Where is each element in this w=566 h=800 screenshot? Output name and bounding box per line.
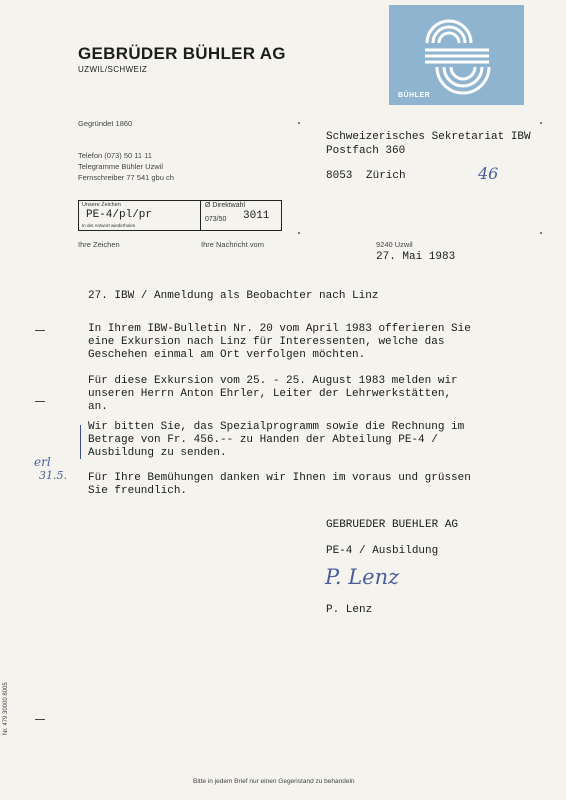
handwritten-signature: P. Lenz xyxy=(325,565,400,589)
our-reference-note: In der Antwort wiederholen xyxy=(82,223,136,228)
fold-mark xyxy=(35,401,45,402)
body-p1-line-1: In Ihrem IBW-Bulletin Nr. 20 vom April 1983 offerieren Sie xyxy=(88,323,471,335)
corner-dot xyxy=(540,122,542,124)
body-p4-line-1: Für Ihre Bemühungen danken wir Ihnen im voraus und grüssen xyxy=(88,472,471,484)
reference-box-divider xyxy=(200,200,201,231)
telegram-address: Telegramme Bühler Uzwil xyxy=(78,162,164,171)
direct-dial-prefix: 073/50 xyxy=(205,216,227,223)
company-location: UZWIL/SCHWEIZ xyxy=(78,65,148,74)
body-p2-line-2: unseren Herrn Anton Ehrler, Leiter der Lehrwerkstätten, xyxy=(88,388,452,400)
margin-bracket xyxy=(80,425,81,459)
founded-note: Gegründet 1860 xyxy=(78,119,133,128)
direct-dial-label: Ø Direktwahl xyxy=(205,202,246,209)
telephone-number: Telefon (073) 50 11 11 xyxy=(78,151,152,160)
signatory-name: P. Lenz xyxy=(326,604,373,616)
company-name: GEBRÜDER BÜHLER AG xyxy=(78,44,286,63)
recipient-line-1: Schweizerisches Sekretariat IBW xyxy=(326,131,531,143)
recipient-line-2: Postfach 360 xyxy=(326,145,406,157)
body-p3-line-1: Wir bitten Sie, das Spezialprogramm sowie die Rechnung im xyxy=(88,421,465,433)
fold-mark xyxy=(35,330,45,331)
form-number: Nr. 479 30000 8005 xyxy=(3,682,9,735)
subject-line: 27. IBW / Anmeldung als Beobachter nach Linz xyxy=(88,290,379,302)
closing-company: GEBRUEDER BUEHLER AG xyxy=(326,519,459,531)
body-p3-line-3: Ausbildung zu senden. xyxy=(88,447,227,459)
telex-number: Fernschreiber 77 541 gbu ch xyxy=(78,173,174,182)
body-p1-line-3: Geschehen einmal am Ort verfolgen möchten. xyxy=(88,349,366,361)
recipient-city: Zürich xyxy=(366,170,406,182)
letter-date: 27. Mai 1983 xyxy=(376,251,456,263)
our-reference-value: PE-4/pl/pr xyxy=(86,209,153,221)
footer-note: Bitte in jedem Brief nur einen Gegenstand zu behandeln xyxy=(193,778,355,785)
corner-dot xyxy=(540,232,542,234)
body-p3-line-2: Betrage von Fr. 456.-- zu Handen der Abteilung PE-4 / xyxy=(88,434,438,446)
margin-note-line-2: 31.5. xyxy=(39,469,67,482)
buehler-logo-graphic xyxy=(389,5,524,105)
our-reference-label: Unsere Zeichen xyxy=(82,202,121,208)
corner-dot xyxy=(298,122,300,124)
closing-department: PE-4 / Ausbildung xyxy=(326,545,439,557)
body-p2-line-3: an. xyxy=(88,401,108,413)
handwritten-number: 46 xyxy=(478,164,499,183)
date-place: 9240 Uzwil xyxy=(376,240,413,249)
your-message-label: Ihre Nachricht vom xyxy=(201,240,264,249)
logo-label: BÜHLER xyxy=(398,92,431,99)
body-p1-line-2: eine Exkursion nach Linz für Interessenten, welche das xyxy=(88,336,445,348)
buehler-logo xyxy=(389,5,524,105)
body-p4-line-2: Sie freundlich. xyxy=(88,485,188,497)
body-p2-line-1: Für diese Exkursion vom 25. - 25. August 1983 melden wir xyxy=(88,375,458,387)
fold-mark xyxy=(35,719,45,720)
margin-note-line-1: erl xyxy=(34,455,51,469)
direct-dial-value: 3011 xyxy=(243,210,270,222)
recipient-postal-code: 8053 xyxy=(326,170,353,182)
corner-dot xyxy=(298,232,300,234)
your-reference-label: Ihre Zeichen xyxy=(78,240,120,249)
